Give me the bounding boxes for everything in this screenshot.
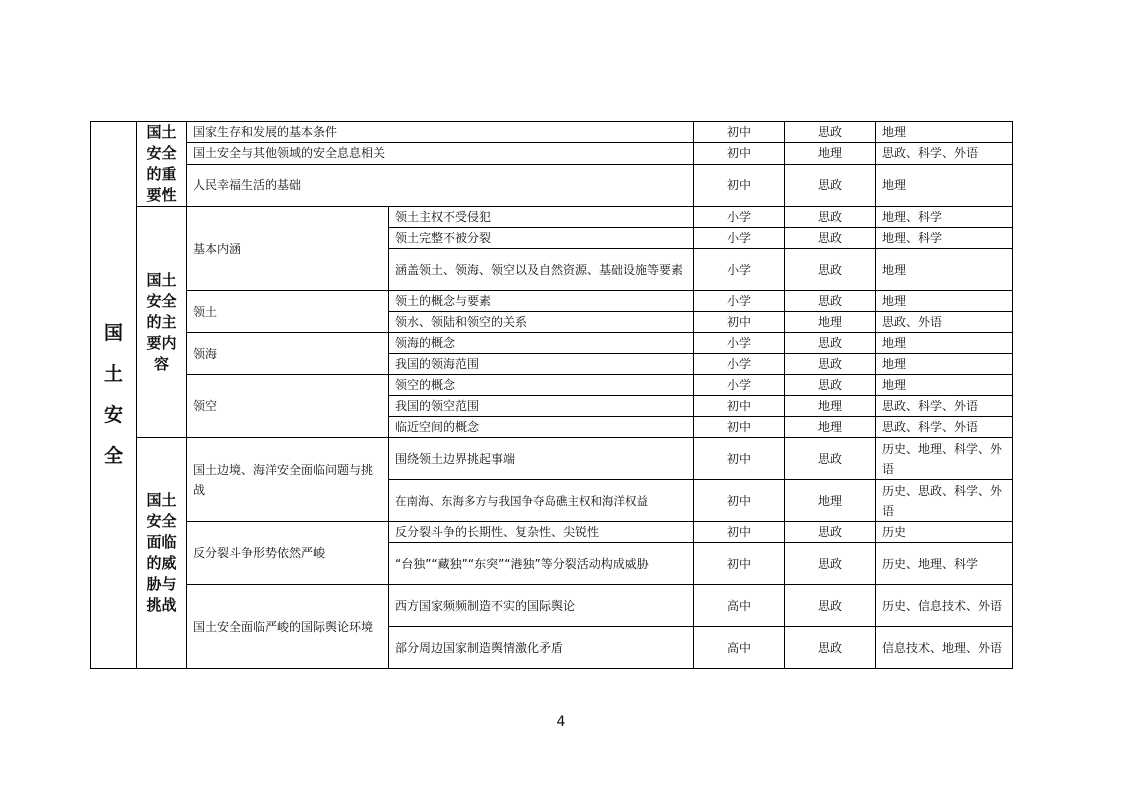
content-cell: 领土的概念与要素: [389, 291, 694, 312]
group-cell: [137, 207, 187, 438]
table-row: [91, 333, 1013, 354]
level-cell: 初中: [694, 522, 785, 543]
level-cell: 初中: [694, 417, 785, 438]
subtopic-cell: 领土: [187, 291, 389, 333]
level-cell: 小学: [694, 249, 785, 291]
table-row: [91, 438, 1013, 480]
related-subjects-cell: 地理: [876, 354, 1013, 375]
level-cell: 小学: [694, 228, 785, 249]
table-row: [91, 207, 1013, 228]
level-cell: 小学: [694, 207, 785, 228]
level-cell: 小学: [694, 354, 785, 375]
content-cell: 领土完整不被分裂: [389, 228, 694, 249]
content-cell: 反分裂斗争的长期性、复杂性、尖锐性: [389, 522, 694, 543]
main-subject-cell: 地理: [785, 396, 876, 417]
level-cell: 小学: [694, 291, 785, 312]
main-subject-cell: 思政: [785, 333, 876, 354]
content-cell: 人民幸福生活的基础: [187, 164, 694, 207]
section-title: 国土安全: [104, 322, 124, 467]
content-cell: 涵盖领土、领海、领空以及自然资源、基础设施等要素: [389, 249, 694, 291]
related-subjects-cell: 历史、信息技术、外语: [876, 585, 1013, 627]
related-subjects-cell: 地理: [876, 291, 1013, 312]
level-cell: 初中: [694, 122, 785, 143]
group-cell: [137, 122, 187, 207]
related-subjects-cell: 思政、科学、外语: [876, 417, 1013, 438]
content-cell: 在南海、东海多方与我国争夺岛礁主权和海洋权益: [389, 480, 694, 522]
group-title: 国土安全的重要性: [146, 123, 177, 204]
main-subject-cell: 地理: [785, 312, 876, 333]
group-cell: [137, 438, 187, 669]
subtopic-cell: 国土边境、海洋安全面临问题与挑战: [187, 438, 389, 522]
page-number: 4: [556, 714, 566, 730]
level-cell: 小学: [694, 333, 785, 354]
content-cell: 领空的概念: [389, 375, 694, 396]
main-subject-cell: 思政: [785, 228, 876, 249]
main-subject-cell: 思政: [785, 354, 876, 375]
related-subjects-cell: 历史、地理、科学: [876, 543, 1013, 585]
table-row: [91, 585, 1013, 627]
table-row: [91, 522, 1013, 543]
related-subjects-cell: 思政、科学、外语: [876, 396, 1013, 417]
related-subjects-cell: 历史、思政、科学、外语: [876, 480, 1013, 522]
table-row: [91, 164, 1013, 207]
related-subjects-cell: 地理: [876, 333, 1013, 354]
table-row: [91, 291, 1013, 312]
main-subject-cell: 思政: [785, 249, 876, 291]
related-subjects-cell: 思政、科学、外语: [876, 143, 1013, 164]
content-cell: 我国的领空范围: [389, 396, 694, 417]
main-subject-cell: 思政: [785, 438, 876, 480]
related-subjects-cell: 思政、外语: [876, 312, 1013, 333]
main-subject-cell: 思政: [785, 375, 876, 396]
related-subjects-cell: 历史: [876, 522, 1013, 543]
main-subject-cell: 地理: [785, 417, 876, 438]
level-cell: 初中: [694, 543, 785, 585]
section-cell: [91, 122, 137, 669]
main-subject-cell: 地理: [785, 143, 876, 164]
content-cell: 部分周边国家制造舆情激化矛盾: [389, 627, 694, 669]
security-content-table: [90, 121, 1013, 669]
related-subjects-cell: 地理: [876, 122, 1013, 143]
content-cell: “台独”“藏独”“东突”“港独”等分裂活动构成威胁: [389, 543, 694, 585]
related-subjects-cell: 地理、科学: [876, 228, 1013, 249]
table-row: [91, 375, 1013, 396]
level-cell: 初中: [694, 438, 785, 480]
related-subjects-cell: 信息技术、地理、外语: [876, 627, 1013, 669]
level-cell: 初中: [694, 143, 785, 164]
subtopic-cell: 反分裂斗争形势依然严峻: [187, 522, 389, 585]
main-subject-cell: 思政: [785, 122, 876, 143]
content-cell: 我国的领海范围: [389, 354, 694, 375]
level-cell: 初中: [694, 396, 785, 417]
main-subject-cell: 思政: [785, 291, 876, 312]
content-table: [90, 121, 1012, 672]
related-subjects-cell: 地理: [876, 164, 1013, 207]
related-subjects-cell: 地理: [876, 375, 1013, 396]
main-subject-cell: 思政: [785, 627, 876, 669]
table-row: [91, 122, 1013, 143]
level-cell: 初中: [694, 164, 785, 207]
group-title: 国土安全面临的威胁与挑战: [146, 491, 177, 614]
subtopic-cell: 国土安全面临严峻的国际舆论环境: [187, 585, 389, 669]
main-subject-cell: 思政: [785, 543, 876, 585]
group-title: 国土安全的主要内容: [146, 270, 177, 373]
content-cell: 临近空间的概念: [389, 417, 694, 438]
subtopic-cell: 领空: [187, 375, 389, 438]
related-subjects-cell: 历史、地理、科学、外语: [876, 438, 1013, 480]
content-cell: 国土安全与其他领域的安全息息相关: [187, 143, 694, 164]
subtopic-cell: 基本内涵: [187, 207, 389, 291]
content-cell: 西方国家频频制造不实的国际舆论: [389, 585, 694, 627]
level-cell: 高中: [694, 627, 785, 669]
main-subject-cell: 思政: [785, 164, 876, 207]
level-cell: 小学: [694, 375, 785, 396]
related-subjects-cell: 地理、科学: [876, 207, 1013, 228]
table-row: [91, 143, 1013, 164]
main-subject-cell: 思政: [785, 522, 876, 543]
main-subject-cell: 思政: [785, 207, 876, 228]
content-cell: 围绕领土边界挑起事端: [389, 438, 694, 480]
level-cell: 初中: [694, 480, 785, 522]
level-cell: 高中: [694, 585, 785, 627]
main-subject-cell: 地理: [785, 480, 876, 522]
main-subject-cell: 思政: [785, 585, 876, 627]
content-cell: 领水、领陆和领空的关系: [389, 312, 694, 333]
content-cell: 领海的概念: [389, 333, 694, 354]
content-cell: 领土主权不受侵犯: [389, 207, 694, 228]
subtopic-cell: 领海: [187, 333, 389, 375]
related-subjects-cell: 地理: [876, 249, 1013, 291]
content-cell: 国家生存和发展的基本条件: [187, 122, 694, 143]
level-cell: 初中: [694, 312, 785, 333]
